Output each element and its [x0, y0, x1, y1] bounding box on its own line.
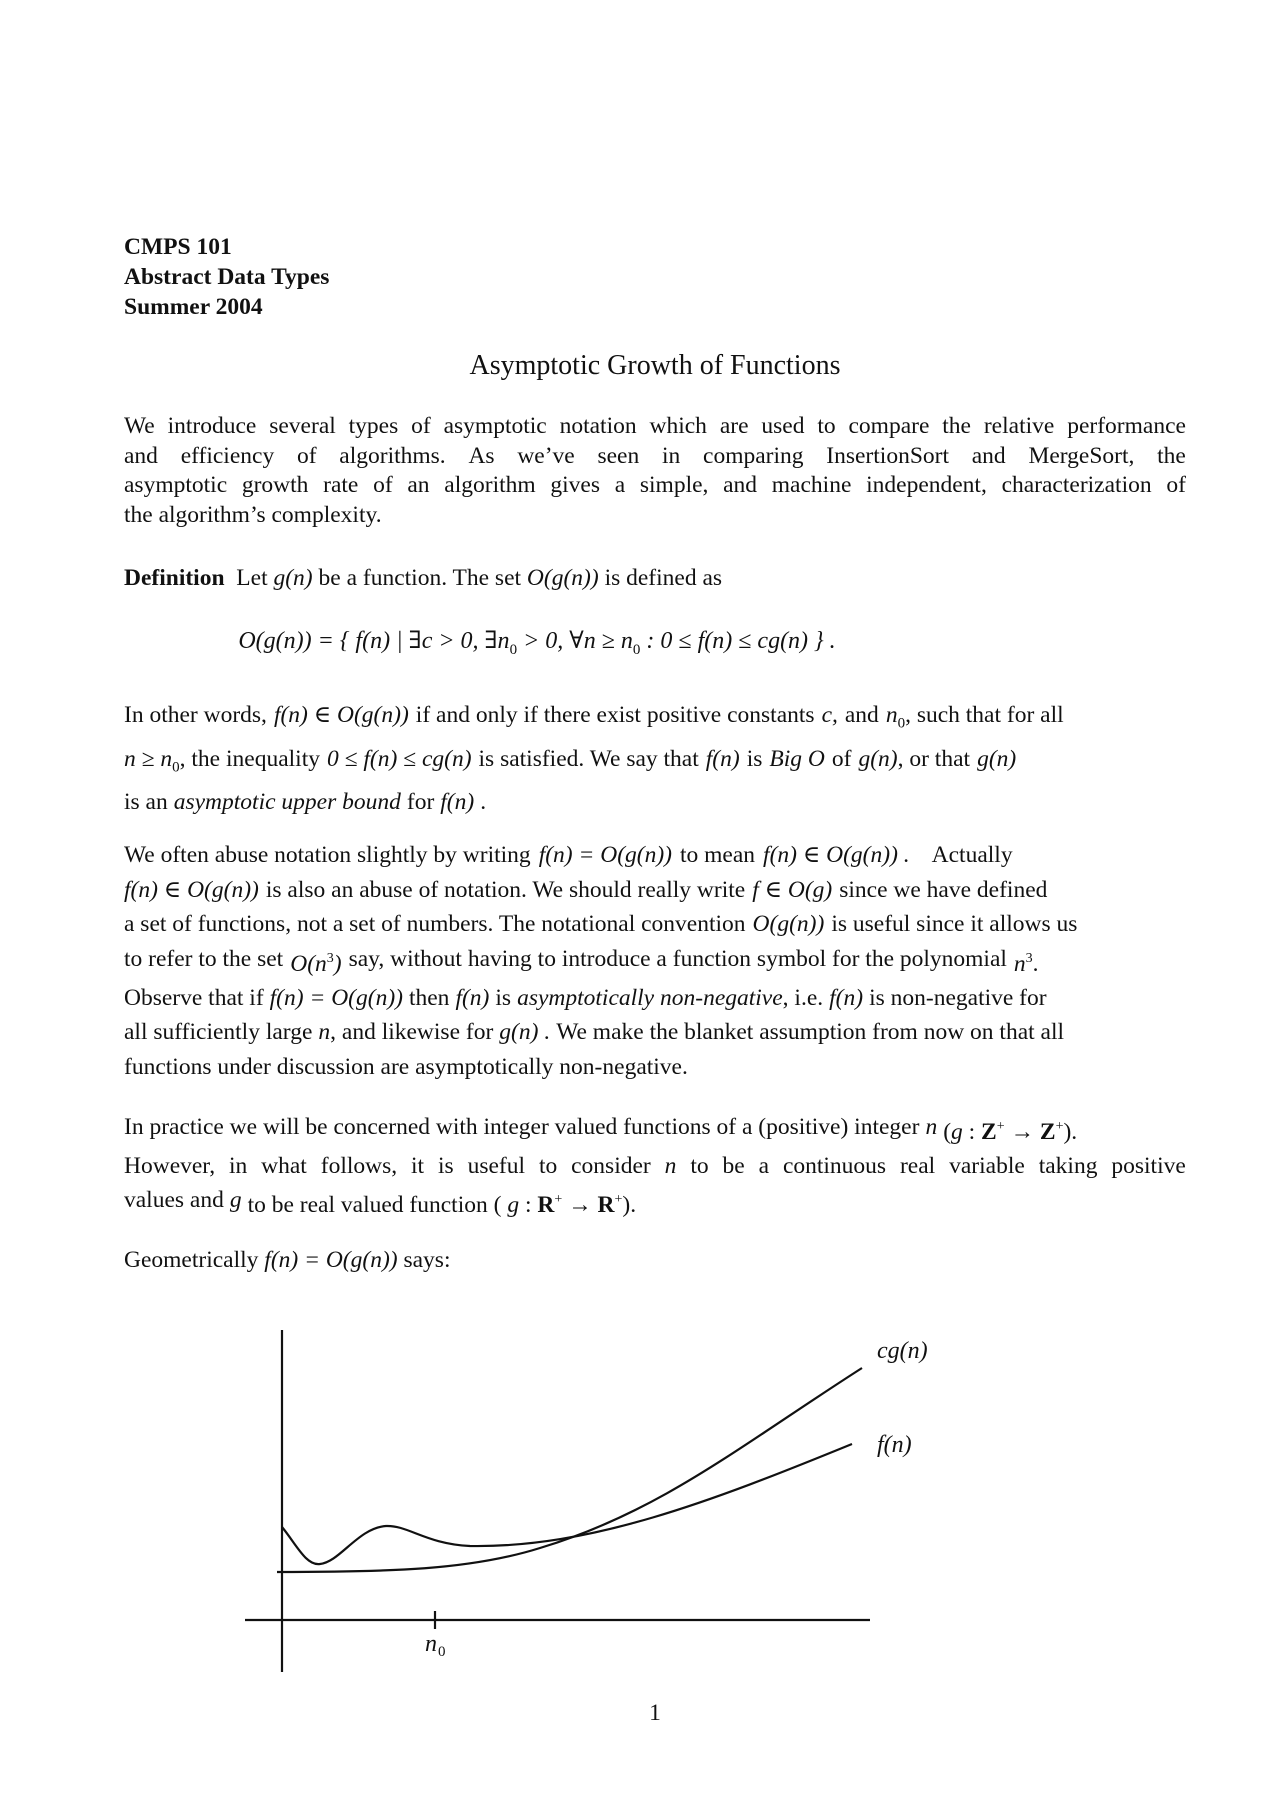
definition-paragraph: Definition Let g(n) be a function. The set O(g(n)) is defined as [124, 565, 723, 591]
definition-formula: O(g(n)) = { f(n) | ∃c > 0, $\exists n_0 > 0$, ∀n ≥ $n_0$ : 0 ≤ f(n) ≤ cg(n) } . [238, 628, 836, 658]
notation-abuse-paragraph: We often abuse notation slightly by writing f(n) = O(g(n)) to mean f(n) ∈ O(g(n)) . Actually f(n) ∈ O(g(n)) is also an abuse of notation. We should really write f ∈ O(g) since we have defined a set of functions, not a set of numbers. The notational convention O(g(n)) is useful since it allows us to refer to the set $O(n^3)$ say, without having to introduce a function symbol for the polynomial $n^3$. Observe that if f(n) = O(g(n)) then f(n) is asymptotically non-negative, i.e. f(n) is non-negative for all sufficiently large n, and likewise for g(n) . We make the blanket assumption from now on that all functions under discussion are asymptotically non-negative. [124, 842, 1078, 1080]
cg-n-label: cg(n) [877, 1338, 928, 1364]
course-header [124, 232, 329, 322]
domain-paragraph: In practice we will be concerned with integer valued functions of a (positive) integer n (g : Z+ → Z+). However, in what follows, it is useful to consider n to be a continuous real variable taking positive values and g to be real valued function ( g : R+ → R+). [124, 1114, 1186, 1218]
big-o-explanation: In other words, f(n) ∈ O(g(n)) if and only if there exist positive constants c, and $n_0$, such that for all $n \ge n_0$, the inequality 0 ≤ f(n) ≤ cg(n) is satisfied. We say that f(n) is Big O of g(n), or that g(n) is an asymptotic upper bound for f(n) . [124, 702, 1064, 816]
cg-n-curve [277, 1368, 862, 1572]
course-code: CMPS 101 [124, 234, 232, 260]
course-subject: Abstract Data Types [124, 264, 330, 290]
intro-line-3: asymptotic growth rate of an algorithm gives a simple, and machine independent, characterization of [124, 472, 1186, 498]
n0-label-subscript: 0 [438, 1644, 446, 1660]
n0-label: n [425, 1631, 437, 1657]
intro-paragraph [124, 412, 1186, 530]
page-title: Asymptotic Growth of Functions [469, 350, 841, 381]
intro-line-1: We introduce several types of asymptotic notation which are used to compare the relative performance [124, 413, 1186, 439]
big-o-figure [240, 1300, 960, 1680]
f-n-label: f(n) [877, 1432, 912, 1458]
intro-line-2: and efficiency of algorithms. As we’ve seen in comparing InsertionSort and MergeSort, the [124, 442, 1186, 469]
intro-line-4: the algorithm’s complexity. [124, 501, 382, 528]
f-n-curve [282, 1444, 852, 1564]
course-term: Summer 2004 [124, 294, 263, 320]
page-number: 1 [649, 1700, 661, 1726]
geometric-intro: Geometrically f(n) = O(g(n)) says: [124, 1247, 451, 1273]
definition-label: Definition [124, 565, 225, 591]
